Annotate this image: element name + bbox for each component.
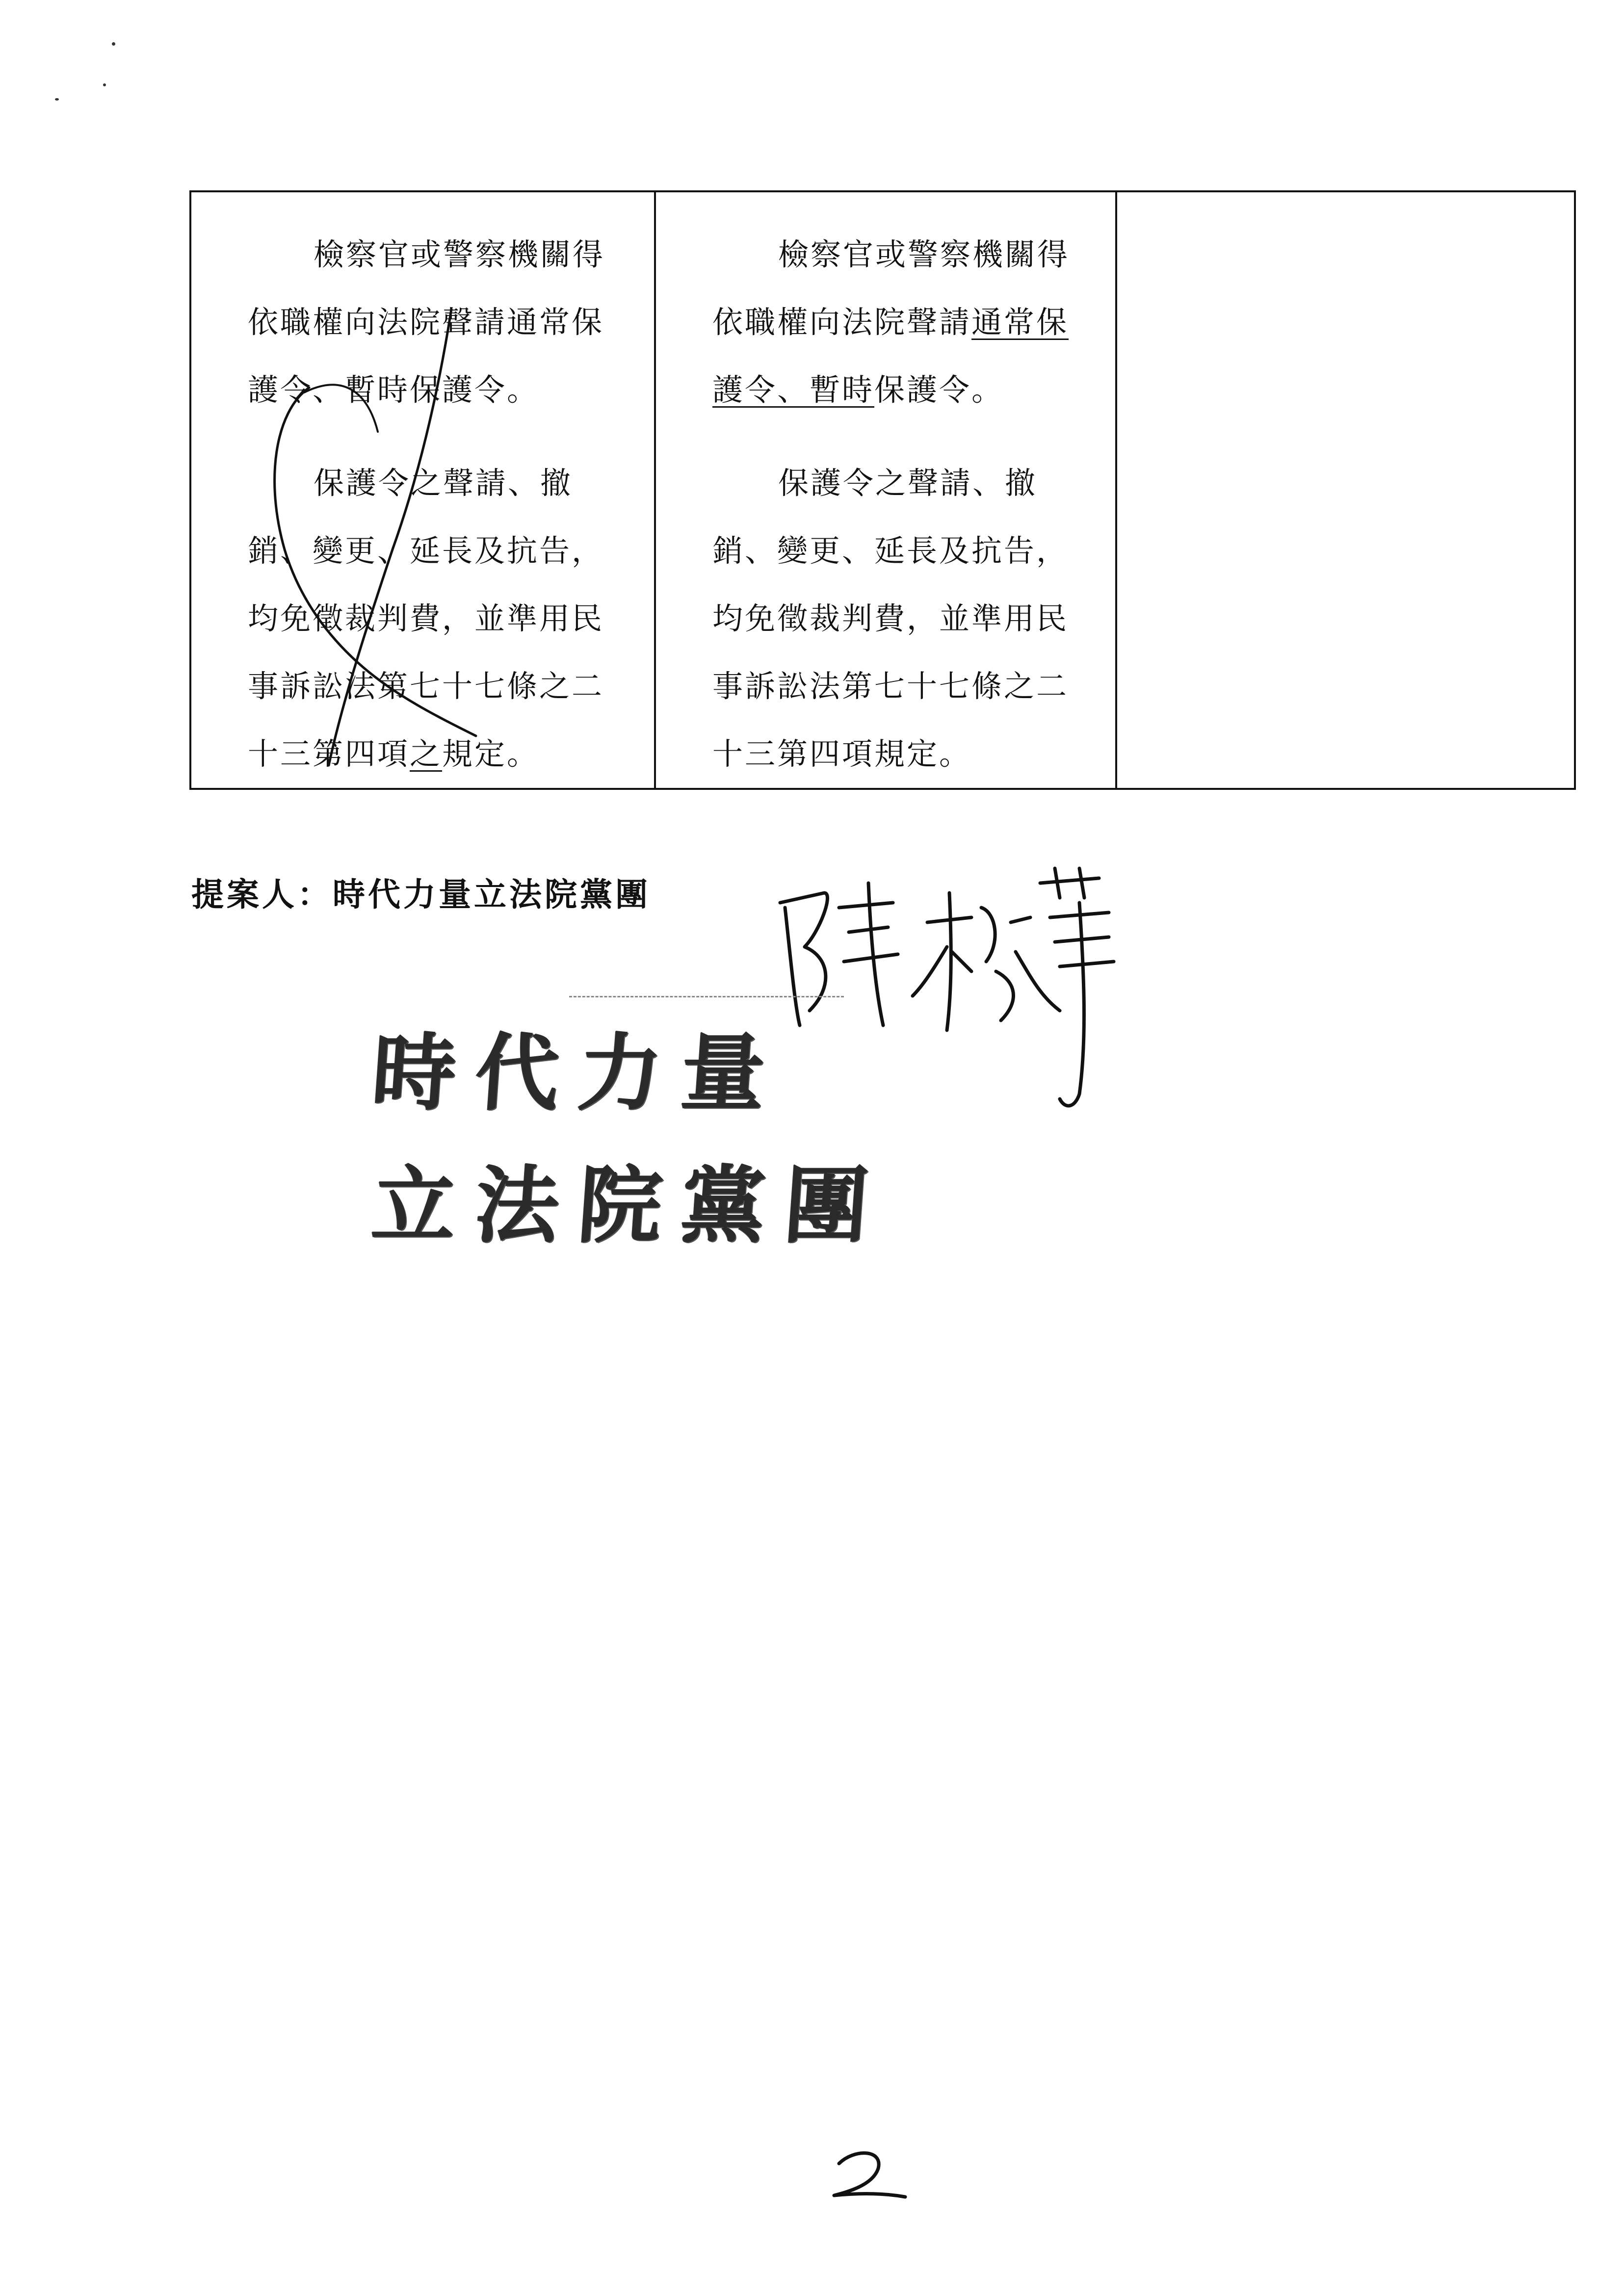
underlined-change: 通常保護令、暫時 bbox=[712, 304, 1069, 408]
stamp-border-fragment bbox=[569, 996, 844, 997]
page-number-mark bbox=[824, 2144, 913, 2208]
scan-speck bbox=[55, 98, 59, 101]
scan-speck bbox=[103, 83, 106, 86]
table-cell-amended-text bbox=[191, 192, 656, 788]
stamp-line-2: 立法院黨團 bbox=[368, 1156, 891, 1254]
paragraph-2: 保護令之聲請、撤銷、變更、延長及抗告，均免徵裁判費，並準用民事訴訟法第七十七條之二十三第四項規定。 bbox=[712, 465, 1069, 772]
party-caucus-stamp bbox=[353, 996, 891, 1271]
paragraph-2: 保護令之聲請、撤銷、變更、延長及抗告，均免徵裁判費，並準用民事訴訟法第七十七條之二十三第四項之規定。 bbox=[248, 465, 604, 772]
proposer-label: 提案人：時代力量立法院黨團 bbox=[191, 876, 651, 913]
scan-speck bbox=[112, 42, 115, 46]
amendment-comparison-table bbox=[189, 190, 1576, 790]
table-cell-current-text bbox=[656, 192, 1117, 788]
paragraph-1: 檢察官或警察機關得依職權向法院聲請通常保護令、暫時保護令。 bbox=[248, 236, 605, 408]
table-cell-explanation bbox=[1117, 192, 1574, 788]
paragraph-1: 檢察官或警察機關得依職權向法院聲請通常保護令、暫時保護令。 bbox=[712, 236, 1070, 408]
stamp-line-1: 時代力量 bbox=[368, 1024, 788, 1122]
underlined-change: 之 bbox=[410, 736, 443, 772]
